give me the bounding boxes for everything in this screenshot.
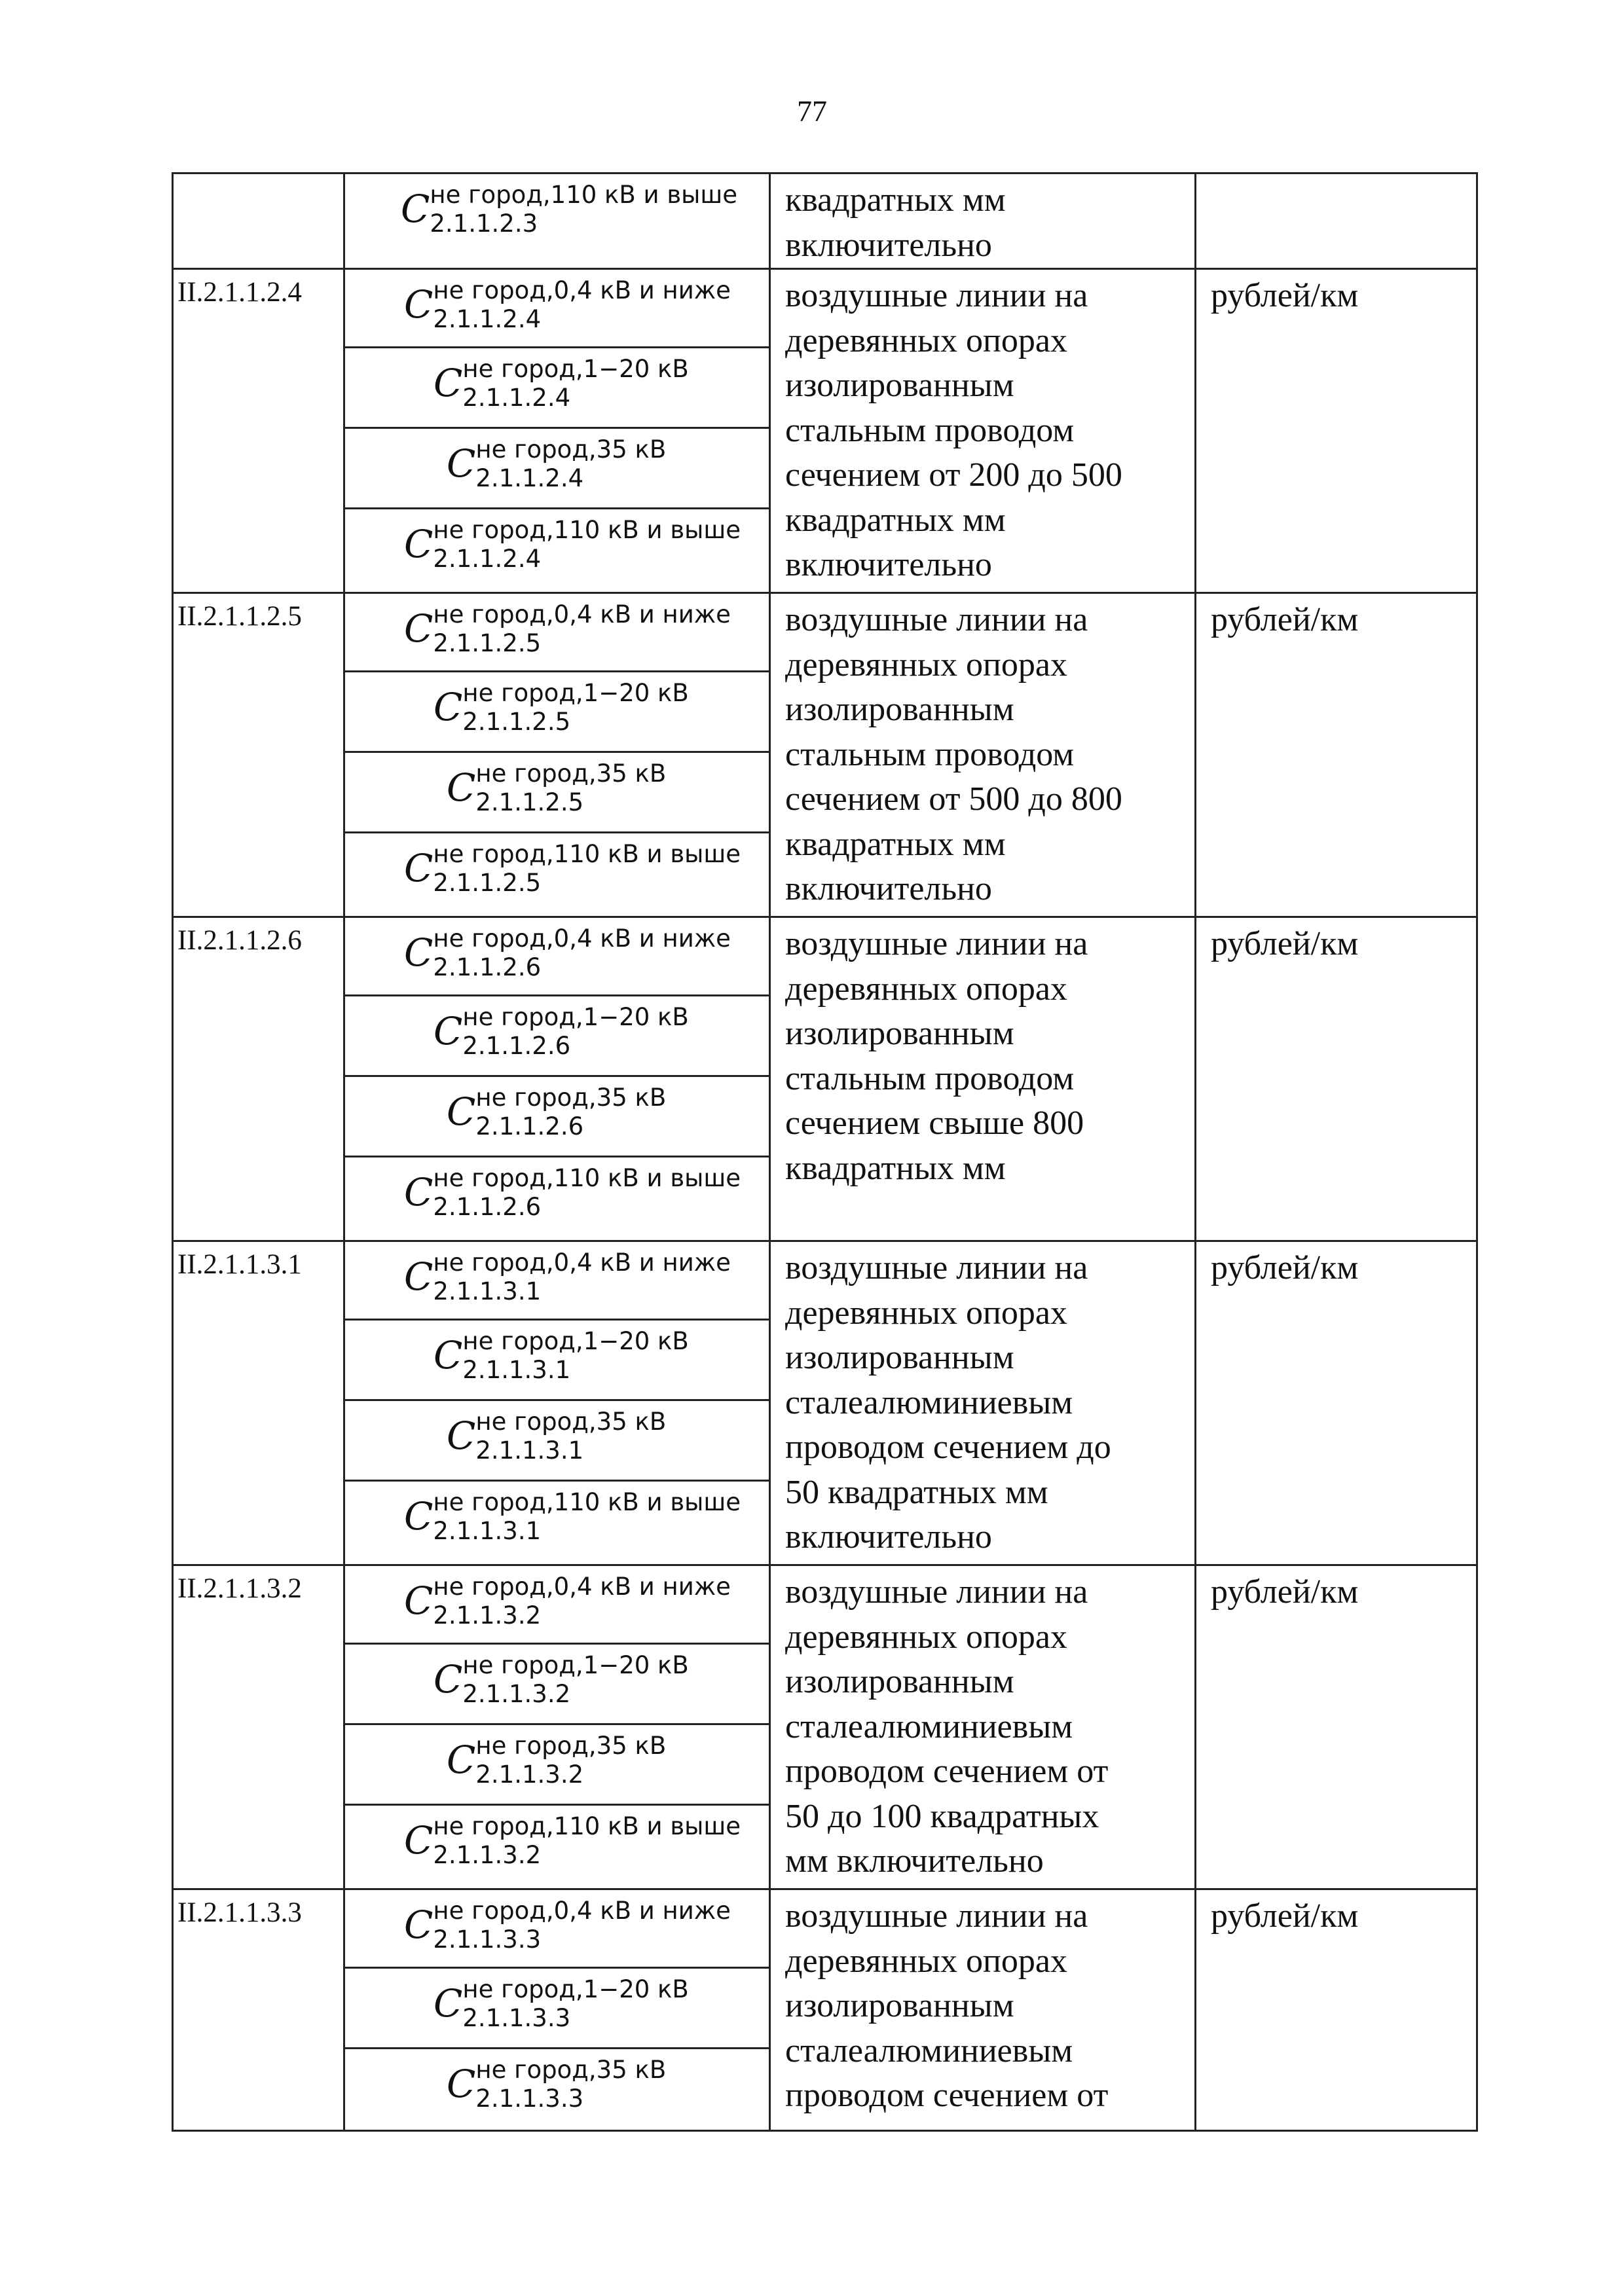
description-line: изолированным bbox=[785, 367, 1014, 404]
formula bbox=[404, 1573, 731, 1630]
coefficient-symbol: C bbox=[404, 522, 434, 566]
description-line: включительно bbox=[785, 226, 992, 264]
description-line: деревянных опорах bbox=[785, 1942, 1067, 1980]
coefficient-indices bbox=[462, 1003, 688, 1061]
formula bbox=[404, 516, 741, 574]
table-row bbox=[173, 1565, 1477, 1889]
coefficient-subscript: 2.1.1.2.4 bbox=[462, 384, 571, 412]
description-line: воздушные линии на bbox=[785, 277, 1088, 314]
description-line: воздушные линии на bbox=[785, 1573, 1088, 1611]
coefficient-subscript: 2.1.1.3.1 bbox=[462, 1356, 571, 1384]
coefficient bbox=[345, 753, 769, 833]
coefficient-indices bbox=[433, 1248, 731, 1306]
coefficient-superscript: не город,1−20 кВ bbox=[462, 1975, 689, 2003]
description-line: сечением от 200 до 500 bbox=[785, 456, 1122, 494]
coefficient-indices bbox=[462, 1975, 688, 2033]
coefficient bbox=[345, 1401, 769, 1482]
formula bbox=[447, 759, 666, 817]
page-number: 77 bbox=[797, 94, 827, 128]
coefficient-superscript: не город,0,4 кВ и ниже bbox=[433, 276, 731, 304]
coefficient-subscript: 2.1.1.2.6 bbox=[462, 1032, 571, 1060]
coefficient-indices bbox=[433, 924, 731, 982]
coefficient-subscript: 2.1.1.3.2 bbox=[475, 1760, 584, 1789]
description bbox=[770, 1889, 1196, 2131]
coefficient-superscript: не город,110 кВ и выше bbox=[430, 181, 737, 209]
description-line: воздушные линии на bbox=[785, 925, 1088, 962]
description-line: деревянных опорах bbox=[785, 1294, 1067, 1332]
coefficient-subscript: 2.1.1.2.6 bbox=[433, 953, 542, 981]
row-id bbox=[173, 173, 344, 269]
coefficient-superscript: не город,0,4 кВ и ниже bbox=[433, 600, 731, 629]
coefficient-subscript: 2.1.1.2.5 bbox=[433, 629, 542, 657]
formula bbox=[404, 840, 741, 898]
coefficient bbox=[345, 1077, 769, 1157]
unit: рублей/км bbox=[1196, 917, 1477, 1241]
formula bbox=[404, 1812, 741, 1870]
coefficient-symbol: C bbox=[447, 1413, 476, 1458]
description-line: воздушные линии на bbox=[785, 1249, 1088, 1286]
coefficient-superscript: не город,1−20 кВ bbox=[462, 679, 689, 707]
coefficient bbox=[345, 2049, 769, 2130]
coefficient-symbol: C bbox=[404, 1818, 434, 1863]
coefficient-symbol: C bbox=[447, 1089, 476, 1134]
coefficient-symbol: C bbox=[401, 187, 430, 231]
formula bbox=[404, 1897, 731, 1954]
coefficient-superscript: не город,35 кВ bbox=[475, 1408, 667, 1436]
coefficient-symbol: C bbox=[434, 685, 463, 729]
coefficient bbox=[345, 833, 769, 916]
coefficient bbox=[345, 348, 769, 429]
coefficient-superscript: не город,110 кВ и выше bbox=[433, 1164, 741, 1192]
description-line: сталеалюминиевым bbox=[785, 1383, 1073, 1421]
coefficient-indices bbox=[433, 1812, 741, 1870]
coefficient-symbol: C bbox=[447, 2062, 476, 2106]
formula bbox=[434, 1975, 689, 2033]
coefficient-superscript: не город,0,4 кВ и ниже bbox=[433, 1897, 731, 1925]
coefficient-subscript: 2.1.1.2.5 bbox=[433, 869, 542, 897]
coefficient bbox=[345, 594, 769, 672]
coefficient-subscript: 2.1.1.2.3 bbox=[430, 210, 538, 238]
coefficient-cell bbox=[344, 1241, 770, 1565]
coefficient-symbol: C bbox=[404, 1578, 434, 1623]
coefficient bbox=[345, 672, 769, 753]
coefficient-superscript: не город,35 кВ bbox=[475, 1732, 667, 1760]
formula bbox=[404, 276, 731, 334]
coefficient-indices bbox=[430, 181, 737, 238]
coefficient-cell bbox=[344, 917, 770, 1241]
coefficient-subscript: 2.1.1.3.2 bbox=[433, 1841, 542, 1869]
coefficient-symbol: C bbox=[447, 765, 476, 810]
formula bbox=[404, 1164, 741, 1222]
coefficient bbox=[345, 1725, 769, 1806]
description-line: деревянных опорах bbox=[785, 970, 1067, 1008]
description-line: проводом сечением от bbox=[785, 2077, 1109, 2114]
coefficient-symbol: C bbox=[447, 1738, 476, 1782]
coefficient-superscript: не город,35 кВ bbox=[475, 435, 667, 464]
table-row bbox=[173, 1241, 1477, 1565]
coefficient-indices bbox=[433, 1488, 741, 1546]
coefficient-indices bbox=[462, 355, 688, 412]
coefficient-indices bbox=[433, 1897, 731, 1954]
coefficient-subscript: 2.1.1.2.6 bbox=[433, 1193, 542, 1221]
description-line: изолированным bbox=[785, 691, 1014, 728]
unit: рублей/км bbox=[1196, 269, 1477, 593]
formula bbox=[404, 924, 731, 982]
description bbox=[770, 917, 1196, 1241]
unit: рублей/км bbox=[1196, 1241, 1477, 1565]
description-line: проводом сечением от bbox=[785, 1753, 1109, 1790]
coefficient bbox=[345, 996, 769, 1077]
coefficient-superscript: не город,110 кВ и выше bbox=[433, 516, 741, 544]
formula bbox=[404, 1488, 741, 1546]
row-id: II.2.1.1.2.6 bbox=[173, 917, 344, 1241]
unit bbox=[1196, 173, 1477, 269]
coefficient-superscript: не город,0,4 кВ и ниже bbox=[433, 924, 731, 953]
coefficient bbox=[345, 174, 769, 266]
formula bbox=[401, 181, 737, 238]
coefficient-superscript: не город,0,4 кВ и ниже bbox=[433, 1248, 731, 1277]
formula bbox=[447, 1084, 666, 1141]
coefficient-cell bbox=[344, 173, 770, 269]
coefficient-symbol: C bbox=[404, 1494, 434, 1539]
table-row bbox=[173, 1889, 1477, 2131]
coefficient-symbol: C bbox=[434, 1009, 463, 1053]
description-line: изолированным bbox=[785, 1987, 1014, 2024]
coefficient-symbol: C bbox=[404, 1903, 434, 1947]
coefficient-cell bbox=[344, 593, 770, 917]
coefficient-indices bbox=[475, 2056, 666, 2113]
row-id: II.2.1.1.2.5 bbox=[173, 593, 344, 917]
row-id: II.2.1.1.3.1 bbox=[173, 1241, 344, 1565]
description-line: включительно bbox=[785, 870, 992, 907]
coefficient-indices bbox=[462, 1327, 688, 1385]
formula bbox=[447, 1732, 666, 1789]
coefficient-indices bbox=[433, 1164, 741, 1222]
table-row bbox=[173, 593, 1477, 917]
formula bbox=[434, 1003, 689, 1061]
formula bbox=[434, 1327, 689, 1385]
description-line: квадратных мм bbox=[785, 1149, 1006, 1187]
description-line: изолированным bbox=[785, 1339, 1014, 1376]
formula bbox=[434, 1651, 689, 1709]
unit: рублей/км bbox=[1196, 1889, 1477, 2131]
coefficient bbox=[345, 429, 769, 509]
coefficient-indices bbox=[475, 1084, 666, 1141]
coefficient bbox=[345, 1969, 769, 2049]
coefficient-subscript: 2.1.1.3.2 bbox=[433, 1601, 542, 1630]
description-line: 50 квадратных мм bbox=[785, 1473, 1048, 1511]
coefficient-superscript: не город,1−20 кВ bbox=[462, 355, 689, 383]
description-line: стальным проводом bbox=[785, 1059, 1075, 1097]
coefficient-subscript: 2.1.1.2.5 bbox=[475, 788, 584, 816]
row-id: II.2.1.1.2.4 bbox=[173, 269, 344, 593]
coefficient-superscript: не город,1−20 кВ bbox=[462, 1327, 689, 1355]
unit: рублей/км bbox=[1196, 1565, 1477, 1889]
coefficient-indices bbox=[433, 516, 741, 574]
description bbox=[770, 1565, 1196, 1889]
table-row bbox=[173, 917, 1477, 1241]
coefficient-subscript: 2.1.1.3.2 bbox=[462, 1680, 571, 1708]
coefficient-indices bbox=[475, 759, 666, 817]
description bbox=[770, 173, 1196, 269]
description-line: проводом сечением до bbox=[785, 1429, 1111, 1466]
description-line: сечением свыше 800 bbox=[785, 1104, 1084, 1142]
description bbox=[770, 1241, 1196, 1565]
coefficient-superscript: не город,35 кВ bbox=[475, 759, 667, 788]
description-line: 50 до 100 квадратных bbox=[785, 1797, 1099, 1835]
unit: рублей/км bbox=[1196, 593, 1477, 917]
coefficient-cell bbox=[344, 1889, 770, 2131]
coefficient-symbol: C bbox=[404, 282, 434, 327]
description-line: деревянных опорах bbox=[785, 646, 1067, 683]
tariff-table bbox=[172, 172, 1478, 2132]
coefficient-subscript: 2.1.1.3.3 bbox=[433, 1925, 542, 1954]
description-line: деревянных опорах bbox=[785, 321, 1067, 359]
coefficient bbox=[345, 1157, 769, 1240]
coefficient-symbol: C bbox=[434, 1333, 463, 1377]
coefficient-superscript: не город,0,4 кВ и ниже bbox=[433, 1573, 731, 1601]
coefficient bbox=[345, 1482, 769, 1564]
coefficient-symbol: C bbox=[404, 930, 434, 975]
coefficient-superscript: не город,110 кВ и выше bbox=[433, 840, 741, 868]
description-line: воздушные линии на bbox=[785, 1897, 1088, 1935]
coefficient-superscript: не город,110 кВ и выше bbox=[433, 1812, 741, 1840]
coefficient-subscript: 2.1.1.2.5 bbox=[462, 708, 571, 736]
coefficient-subscript: 2.1.1.2.4 bbox=[475, 464, 584, 492]
coefficient-subscript: 2.1.1.2.4 bbox=[433, 305, 542, 333]
description-line: квадратных мм bbox=[785, 825, 1006, 863]
coefficient bbox=[345, 1645, 769, 1725]
coefficient-cell bbox=[344, 269, 770, 593]
description-line: квадратных мм bbox=[785, 181, 1006, 219]
coefficient-indices bbox=[433, 1573, 731, 1630]
coefficient-indices bbox=[475, 1408, 666, 1465]
description bbox=[770, 593, 1196, 917]
description-line: воздушные линии на bbox=[785, 601, 1088, 638]
description-line: сталеалюминиевым bbox=[785, 1707, 1073, 1745]
coefficient-subscript: 2.1.1.2.6 bbox=[475, 1112, 584, 1140]
table-row bbox=[173, 173, 1477, 269]
coefficient bbox=[345, 1890, 769, 1969]
description bbox=[770, 269, 1196, 593]
coefficient bbox=[345, 1806, 769, 1888]
description-line: мм включительно bbox=[785, 1842, 1044, 1880]
row-id: II.2.1.1.3.2 bbox=[173, 1565, 344, 1889]
coefficient bbox=[345, 270, 769, 348]
coefficient-subscript: 2.1.1.3.1 bbox=[433, 1277, 542, 1305]
description-line: включительно bbox=[785, 546, 992, 583]
coefficient-indices bbox=[433, 276, 731, 334]
coefficient-subscript: 2.1.1.2.4 bbox=[433, 545, 542, 573]
description-line: включительно bbox=[785, 1518, 992, 1556]
coefficient bbox=[345, 1242, 769, 1321]
coefficient-symbol: C bbox=[434, 361, 463, 405]
coefficient-symbol: C bbox=[404, 1254, 434, 1299]
coefficient-subscript: 2.1.1.3.1 bbox=[475, 1436, 584, 1465]
description-line: изолированным bbox=[785, 1663, 1014, 1700]
formula bbox=[447, 435, 666, 493]
description-line: деревянных опорах bbox=[785, 1618, 1067, 1656]
description-line: квадратных мм bbox=[785, 501, 1006, 539]
coefficient-symbol: C bbox=[447, 441, 476, 486]
coefficient bbox=[345, 1566, 769, 1645]
coefficient-subscript: 2.1.1.3.3 bbox=[462, 2004, 571, 2032]
table-row bbox=[173, 269, 1477, 593]
coefficient bbox=[345, 509, 769, 592]
coefficient-subscript: 2.1.1.3.3 bbox=[475, 2085, 584, 2113]
coefficient-subscript: 2.1.1.3.1 bbox=[433, 1517, 542, 1545]
coefficient bbox=[345, 1321, 769, 1401]
coefficient-superscript: не город,110 кВ и выше bbox=[433, 1488, 741, 1516]
coefficient-symbol: C bbox=[434, 1657, 463, 1702]
coefficient-indices bbox=[475, 435, 666, 493]
coefficient-superscript: не город,1−20 кВ bbox=[462, 1651, 689, 1679]
coefficient-cell bbox=[344, 1565, 770, 1889]
description-line: сталеалюминиевым bbox=[785, 2032, 1073, 2069]
formula bbox=[404, 600, 731, 658]
coefficient bbox=[345, 918, 769, 996]
formula bbox=[404, 1248, 731, 1306]
coefficient-indices bbox=[462, 1651, 688, 1709]
formula bbox=[434, 679, 689, 737]
coefficient-symbol: C bbox=[404, 606, 434, 651]
formula bbox=[447, 1408, 666, 1465]
formula bbox=[434, 355, 689, 412]
description-line: стальным проводом bbox=[785, 735, 1075, 773]
coefficient-superscript: не город,35 кВ bbox=[475, 1084, 667, 1112]
row-id: II.2.1.1.3.3 bbox=[173, 1889, 344, 2131]
coefficient-indices bbox=[475, 1732, 666, 1789]
coefficient-symbol: C bbox=[404, 1170, 434, 1214]
coefficient-superscript: не город,1−20 кВ bbox=[462, 1003, 689, 1031]
coefficient-superscript: не город,35 кВ bbox=[475, 2056, 667, 2084]
coefficient-indices bbox=[433, 600, 731, 658]
coefficient-symbol: C bbox=[404, 846, 434, 890]
formula bbox=[447, 2056, 666, 2113]
coefficient-indices bbox=[433, 840, 741, 898]
description-line: стальным проводом bbox=[785, 411, 1075, 449]
description-line: изолированным bbox=[785, 1015, 1014, 1052]
description-line: сечением от 500 до 800 bbox=[785, 780, 1122, 818]
coefficient-indices bbox=[462, 679, 688, 737]
coefficient-symbol: C bbox=[434, 1981, 463, 2026]
